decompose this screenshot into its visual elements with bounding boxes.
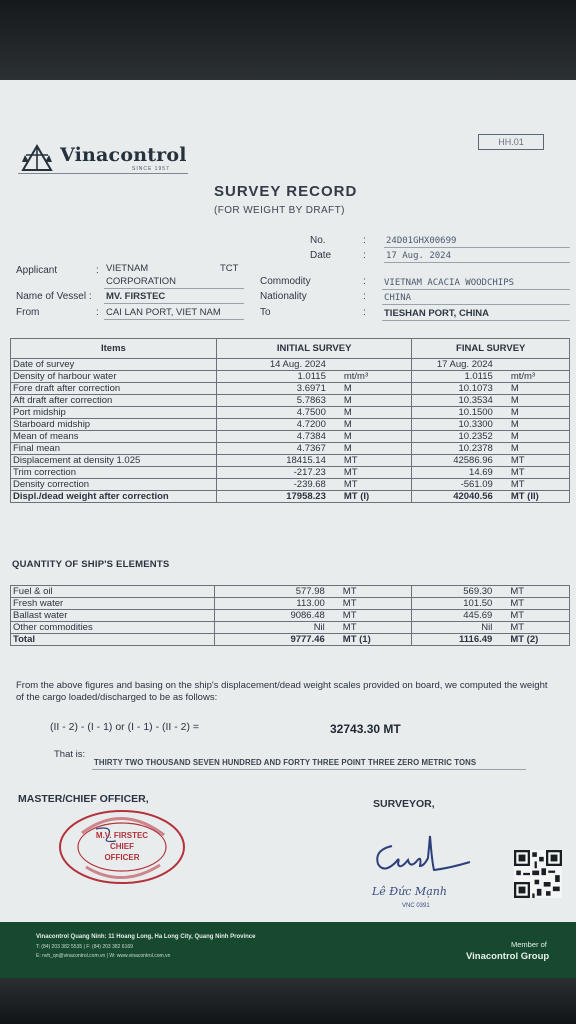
date-colon: : xyxy=(363,250,366,261)
to-colon: : xyxy=(363,307,366,318)
amount-in-words: THIRTY TWO THOUSAND SEVEN HUNDRED AND FORTY THREE POINT THREE ZERO METRIC TONS xyxy=(94,758,477,767)
footer-member-label: Member of xyxy=(511,940,547,949)
document-code: HH.01 xyxy=(478,134,544,150)
final-unit: MT xyxy=(500,586,569,598)
stamp-line-3: OFFICER xyxy=(104,853,140,862)
commodity-underline xyxy=(382,289,570,290)
initial-unit: M xyxy=(334,443,412,455)
final-unit: MT (II) xyxy=(501,491,570,503)
final-value: Nil xyxy=(412,622,501,634)
date-underline xyxy=(384,262,570,263)
row-item: Fresh water xyxy=(11,598,215,610)
initial-value: -217.23 xyxy=(216,467,334,479)
final-value: 10.2378 xyxy=(412,443,501,455)
applicant-underline xyxy=(104,288,244,289)
table-row xyxy=(11,359,570,371)
surveyor-label: SURVEYOR, xyxy=(373,798,435,810)
row-item: Starboard midship xyxy=(11,419,217,431)
row-item: Density of harbour water xyxy=(11,371,217,383)
final-unit xyxy=(501,359,570,371)
nationality-colon: : xyxy=(363,291,366,302)
initial-value: 3.6971 xyxy=(216,383,334,395)
to-label: To xyxy=(260,307,271,318)
surveyor-signature-icon xyxy=(370,832,475,880)
initial-unit: MT xyxy=(333,598,412,610)
survey-record-document xyxy=(0,80,576,978)
stamp-line-2: CHIEF xyxy=(110,842,134,851)
initial-unit xyxy=(334,359,412,371)
row-item: Displ./dead weight after correction xyxy=(11,491,217,503)
initial-value: Nil xyxy=(215,622,333,634)
to-underline xyxy=(382,320,570,321)
from-colon: : xyxy=(96,307,99,318)
row-item: Trim correction xyxy=(11,467,217,479)
elements-section-title: QUANTITY OF SHIP'S ELEMENTS xyxy=(12,559,170,570)
row-item: Density correction xyxy=(11,479,217,491)
final-value: 10.1500 xyxy=(412,407,501,419)
final-value: 14.69 xyxy=(412,467,501,479)
vessel-value: MV. FIRSTEC xyxy=(106,291,166,302)
master-officer-label: MASTER/CHIEF OFFICER, xyxy=(18,793,149,805)
final-value: 445.69 xyxy=(412,610,501,622)
header-divider xyxy=(18,173,188,174)
nationality-value: CHINA xyxy=(384,293,412,303)
brand-since: SINCE 1957 xyxy=(132,166,170,172)
footer-email: E: nvh_qn@vinacontrol.com.vn | W: www.vinacontrol.com.vn xyxy=(36,953,171,959)
row-item: Aft draft after correction xyxy=(11,395,217,407)
final-value: 17 Aug. 2024 xyxy=(412,359,501,371)
table-row xyxy=(11,622,570,634)
row-item: Total xyxy=(11,634,215,646)
elements-table xyxy=(10,585,570,646)
row-item: Fuel & oil xyxy=(11,586,215,598)
table-row xyxy=(11,443,570,455)
final-value: 101.50 xyxy=(412,598,501,610)
draft-table xyxy=(10,338,570,503)
header-initial-survey: INITIAL SURVEY xyxy=(216,339,412,359)
applicant-label: Applicant xyxy=(16,265,58,276)
final-value: 10.3534 xyxy=(412,395,501,407)
initial-value: 577.98 xyxy=(215,586,333,598)
row-item: Port midship xyxy=(11,407,217,419)
footer-office: Vinacontrol Quang Ninh: 11 Hoang Long, Ha Long City, Quang Ninh Province xyxy=(36,934,256,940)
initial-value: 5.7863 xyxy=(216,395,334,407)
initial-unit: MT xyxy=(333,610,412,622)
initial-unit: M xyxy=(334,383,412,395)
ship-stamp-icon xyxy=(56,807,188,887)
applicant-value-1: VIETNAM xyxy=(106,263,149,274)
applicant-suffix: TCT xyxy=(220,263,239,274)
draft-table-body xyxy=(11,359,570,503)
final-unit: M xyxy=(501,407,570,419)
table-row xyxy=(11,479,570,491)
final-value: 10.1073 xyxy=(412,383,501,395)
initial-unit: M xyxy=(334,419,412,431)
row-item: Fore draft after correction xyxy=(11,383,217,395)
vessel-underline xyxy=(104,303,244,304)
header-items: Items xyxy=(11,339,217,359)
commodity-colon: : xyxy=(363,276,366,287)
initial-value: 18415.14 xyxy=(216,455,334,467)
nationality-label: Nationality xyxy=(260,291,307,302)
table-row xyxy=(11,467,570,479)
final-unit: MT xyxy=(500,622,569,634)
page-subtitle: (FOR WEIGHT BY DRAFT) xyxy=(214,205,345,216)
final-unit: M xyxy=(501,395,570,407)
date-label: Date xyxy=(310,250,332,261)
final-unit: MT xyxy=(501,467,570,479)
page-title: SURVEY RECORD xyxy=(214,183,358,200)
from-label: From xyxy=(16,307,40,318)
from-value: CAI LAN PORT, VIET NAM xyxy=(106,307,221,318)
vessel-label: Name of Vessel : xyxy=(16,291,92,302)
surveyor-code: VNC 0391 xyxy=(402,903,430,909)
initial-unit: M xyxy=(334,407,412,419)
table-row xyxy=(11,598,570,610)
row-item: Ballast water xyxy=(11,610,215,622)
table-row xyxy=(11,634,570,646)
initial-value: 1.0115 xyxy=(216,371,334,383)
surveyor-name: Lê Đức Mạnh xyxy=(372,885,447,898)
commodity-value: VIETNAM ACACIA WOODCHIPS xyxy=(384,278,515,288)
initial-unit: MT (1) xyxy=(333,634,412,646)
final-value: 1.0115 xyxy=(412,371,501,383)
row-item: Final mean xyxy=(11,443,217,455)
qr-code-icon xyxy=(514,850,562,898)
initial-unit: M xyxy=(334,395,412,407)
final-value: 1116.49 xyxy=(412,634,501,646)
table-row xyxy=(11,407,570,419)
row-item: Mean of means xyxy=(11,431,217,443)
table-row xyxy=(11,419,570,431)
background-top xyxy=(0,0,576,80)
initial-unit: M xyxy=(334,431,412,443)
row-item: Displacement at density 1.025 xyxy=(11,455,217,467)
final-unit: MT (2) xyxy=(500,634,569,646)
no-label: No. xyxy=(310,235,326,246)
from-underline xyxy=(104,319,244,320)
final-unit: M xyxy=(501,443,570,455)
elements-table-body xyxy=(11,586,570,646)
initial-value: 9086.48 xyxy=(215,610,333,622)
initial-value: 9777.46 xyxy=(215,634,333,646)
table-row xyxy=(11,610,570,622)
amount-underline xyxy=(92,769,526,770)
initial-value: 4.7500 xyxy=(216,407,334,419)
initial-value: 17958.23 xyxy=(216,491,334,503)
no-value: 24D01GHX00699 xyxy=(386,236,457,246)
initial-unit: MT (I) xyxy=(334,491,412,503)
final-unit: M xyxy=(501,419,570,431)
table-row xyxy=(11,586,570,598)
to-value: TIESHAN PORT, CHINA xyxy=(384,308,490,319)
stamp-line-1: M.V. FIRSTEC xyxy=(95,831,149,840)
applicant-value-2: CORPORATION xyxy=(106,276,177,287)
no-underline xyxy=(384,247,570,248)
table-row xyxy=(11,371,570,383)
that-is-label: That is: xyxy=(54,749,86,760)
initial-unit: MT xyxy=(333,586,412,598)
footer-banner xyxy=(0,922,576,978)
scale-logo-icon xyxy=(20,144,54,172)
table-row xyxy=(11,455,570,467)
nationality-underline xyxy=(382,304,570,305)
final-value: 10.3300 xyxy=(412,419,501,431)
date-value: 17 Aug. 2024 xyxy=(386,251,452,261)
final-unit: MT xyxy=(501,479,570,491)
initial-value: 4.7384 xyxy=(216,431,334,443)
table-row xyxy=(11,491,570,503)
final-unit: MT xyxy=(500,598,569,610)
background-bottom xyxy=(0,978,576,1024)
no-colon: : xyxy=(363,235,366,246)
final-unit: M xyxy=(501,383,570,395)
initial-unit: MT xyxy=(334,479,412,491)
final-value: 569.30 xyxy=(412,586,501,598)
final-value: 42586.96 xyxy=(412,455,501,467)
initial-value: -239.68 xyxy=(216,479,334,491)
final-unit: MT xyxy=(501,455,570,467)
final-unit: mt/m³ xyxy=(501,371,570,383)
brand-name: Vinacontrol xyxy=(60,144,187,166)
commodity-label: Commodity xyxy=(260,276,311,287)
initial-unit: MT xyxy=(334,455,412,467)
cargo-weight-result: 32743.30 MT xyxy=(330,722,401,736)
applicant-colon: : xyxy=(96,265,99,276)
initial-value: 14 Aug. 2024 xyxy=(216,359,334,371)
row-item: Date of survey xyxy=(11,359,217,371)
initial-unit: MT xyxy=(333,622,412,634)
final-value: -561.09 xyxy=(412,479,501,491)
final-unit: MT xyxy=(500,610,569,622)
initial-value: 113.00 xyxy=(215,598,333,610)
table-row xyxy=(11,431,570,443)
footer-group-name: Vinacontrol Group xyxy=(466,951,550,962)
draft-table-header xyxy=(11,339,570,359)
row-item: Other commodities xyxy=(11,622,215,634)
header-final-survey: FINAL SURVEY xyxy=(412,339,570,359)
final-unit: M xyxy=(501,431,570,443)
initial-value: 4.7367 xyxy=(216,443,334,455)
calculation-formula: (II - 2) - (I - 1) or (I - 1) - (II - 2) = xyxy=(50,721,200,733)
initial-value: 4.7200 xyxy=(216,419,334,431)
initial-unit: MT xyxy=(334,467,412,479)
table-row xyxy=(11,383,570,395)
initial-unit: mt/m³ xyxy=(334,371,412,383)
final-value: 10.2352 xyxy=(412,431,501,443)
footer-phone: T: (84) 203 382 5535 | F: (84) 203 382 6169 xyxy=(36,944,133,950)
calculation-paragraph: From the above figures and basing on the ship's displacement/dead weight scales provided on board, we computed the weight of the cargo loaded/discharged to be as follows: xyxy=(16,680,548,703)
final-value: 42040.56 xyxy=(412,491,501,503)
table-row xyxy=(11,395,570,407)
